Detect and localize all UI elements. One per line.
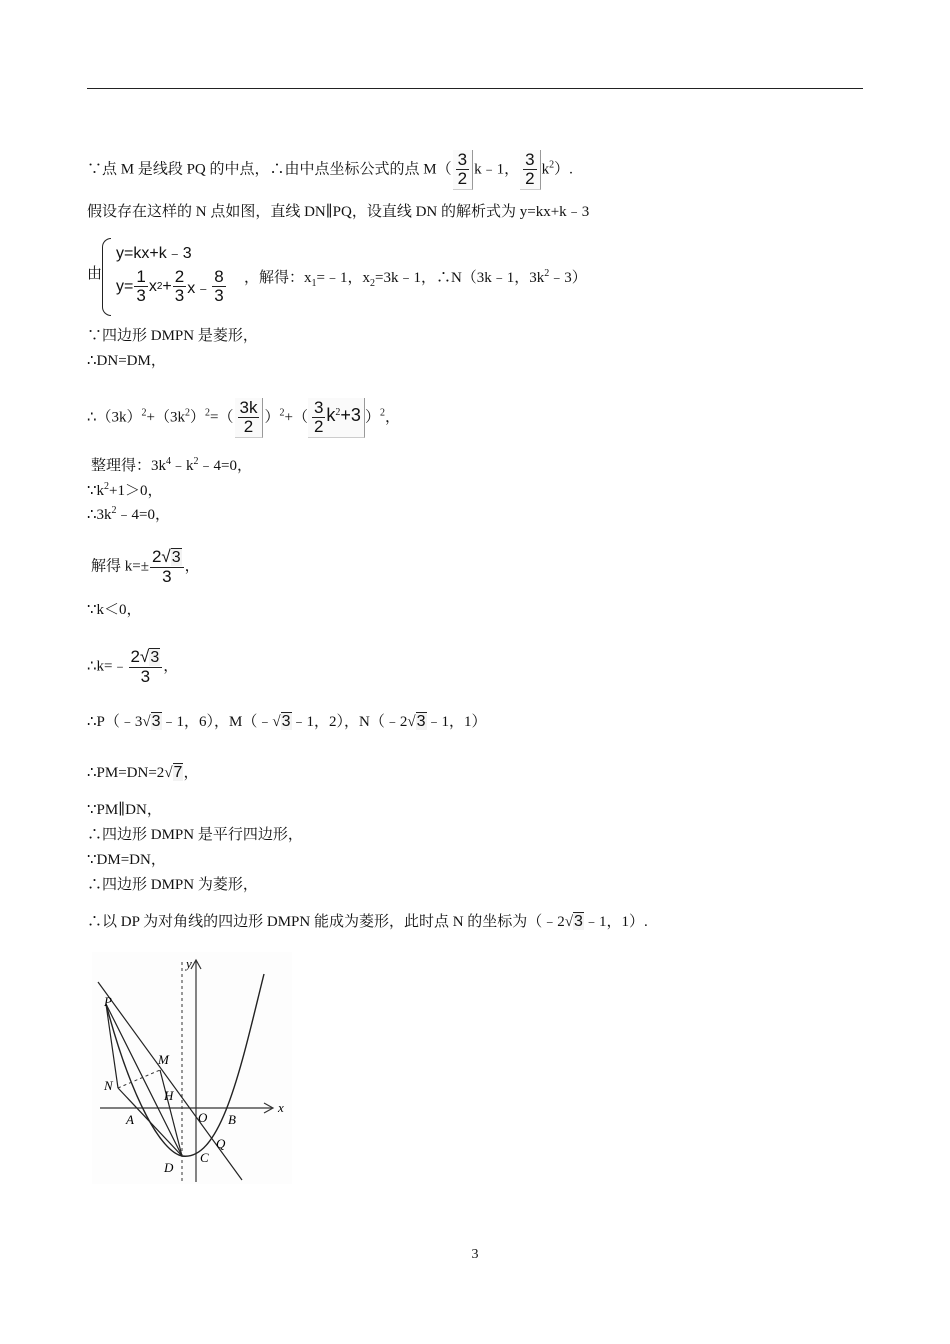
label-m: M xyxy=(158,1052,169,1067)
line-solve-result xyxy=(244,264,587,294)
line-midpoint-m xyxy=(87,150,573,190)
superscript: 2 xyxy=(544,268,550,279)
text: ） xyxy=(190,409,206,426)
figure-background xyxy=(92,952,292,1184)
text: ，解得：x xyxy=(244,270,312,286)
text: ∵点 M 是线段 PQ 的中点，∴由中点坐标公式的点 M（ xyxy=(87,161,452,178)
label-d: D xyxy=(164,1160,174,1175)
superscript: 2 xyxy=(335,406,341,418)
superscript: 2 xyxy=(379,407,385,419)
text: 解得 k=± xyxy=(91,558,149,575)
text: ∴（3k） xyxy=(87,409,142,426)
text: ） xyxy=(364,409,380,426)
superscript: 2 xyxy=(205,407,211,419)
text: + xyxy=(162,277,172,295)
denominator: 2 xyxy=(313,417,324,436)
numerator: 8 xyxy=(214,267,224,286)
numerator xyxy=(150,548,184,568)
line-parallel: ∵PM∥DN， xyxy=(87,802,162,818)
numerator xyxy=(129,648,163,668)
subscript: 2 xyxy=(369,278,375,289)
text: ， xyxy=(184,558,200,575)
radicand: 3 xyxy=(281,713,291,730)
sqrt-symbol: √ xyxy=(272,714,281,730)
line-rhombus-given: ∵四边形 DMPN 是菱形， xyxy=(87,328,258,344)
line-dm-dn: ∵DM=DN， xyxy=(87,852,166,868)
text: 2 xyxy=(151,547,162,566)
text: ﹣1，2），N（﹣2 xyxy=(291,714,408,730)
radicand: 3 xyxy=(150,649,160,666)
numerator: 3 xyxy=(457,150,468,169)
label-n: N xyxy=(104,1078,113,1093)
radicand: 3 xyxy=(574,913,583,930)
denominator: 3 xyxy=(174,286,185,305)
text: =（ xyxy=(210,409,234,426)
text: =﹣1，x xyxy=(316,270,370,286)
sqrt-symbol: √ xyxy=(564,914,574,930)
text: ﹣k xyxy=(171,458,194,474)
line-rhombus: ∴四边形 DMPN 为菱形， xyxy=(87,877,258,893)
radicand: 3 xyxy=(416,713,426,730)
numerator: 3 xyxy=(313,398,324,417)
text: ∵k xyxy=(87,483,105,499)
denominator: 3 xyxy=(136,286,146,305)
sqrt-symbol: √ xyxy=(164,765,173,781)
text: ∴以 DP 为对角线的四边形 DMPN 能成为菱形，此时点 N 的坐标为（﹣2 xyxy=(87,914,565,930)
text: ﹣1，6），M（﹣ xyxy=(161,714,273,730)
text: =3k﹣1，∴N（3k﹣1，3k xyxy=(374,270,545,286)
text: k﹣1， xyxy=(474,161,520,178)
line-distance-equation xyxy=(87,398,400,438)
text: +（ xyxy=(284,409,308,426)
numerator: 1 xyxy=(136,267,146,286)
line-coordinates xyxy=(87,712,487,732)
line-pm-dn xyxy=(87,763,198,783)
text: ﹣4=0， xyxy=(116,507,171,523)
sqrt-symbol: √ xyxy=(139,647,150,666)
equation-line: y=kx+k﹣3 xyxy=(116,245,192,262)
sqrt-symbol: √ xyxy=(142,714,151,730)
denominator: 2 xyxy=(525,169,535,188)
denominator: 2 xyxy=(243,417,254,436)
label-p: P xyxy=(104,994,112,1009)
numerator: 2 xyxy=(174,267,185,286)
text: ， xyxy=(163,658,179,675)
text: 2 xyxy=(130,647,140,666)
text: k xyxy=(326,404,336,425)
text: ， xyxy=(183,765,199,781)
numerator: 3 xyxy=(525,150,535,169)
superscript: 2 xyxy=(104,481,110,492)
line-parallelogram: ∴四边形 DMPN 是平行四边形， xyxy=(87,827,303,843)
fraction xyxy=(312,399,325,436)
text: ﹣4=0， xyxy=(198,458,252,474)
equation-system xyxy=(102,238,242,316)
fraction xyxy=(453,150,473,190)
geometry-figure xyxy=(92,952,292,1184)
label-o: O xyxy=(198,1110,208,1125)
text: x﹣ xyxy=(187,280,212,297)
superscript: 2 xyxy=(156,281,163,292)
label-h: H xyxy=(164,1088,174,1103)
superscript: 4 xyxy=(166,456,172,467)
fraction xyxy=(150,548,184,586)
text: ﹣1，1）. xyxy=(583,914,648,930)
denominator: 3 xyxy=(214,286,224,305)
superscript: 2 xyxy=(549,159,555,171)
text: ∴P（﹣3 xyxy=(87,714,143,730)
superscript: 2 xyxy=(279,407,285,419)
line-k-value xyxy=(87,648,178,686)
line-assume-n: 假设存在这样的 N 点如图，直线 DN∥PQ，设直线 DN 的解析式为 y=kx+k﹣3 xyxy=(87,204,590,220)
text: ∴3k xyxy=(87,507,112,523)
line-dn-dm: ∴DN=DM， xyxy=(87,353,166,369)
radicand: 3 xyxy=(151,713,161,730)
line-k-negative: ∵k＜0， xyxy=(87,602,142,618)
text: ） xyxy=(264,409,280,426)
radicand: 7 xyxy=(173,764,183,781)
denominator: 3 xyxy=(140,667,151,686)
fraction xyxy=(173,268,186,305)
subscript: 1 xyxy=(311,278,317,289)
text: +（3k xyxy=(146,409,186,426)
fraction xyxy=(520,150,540,190)
sqrt-symbol: √ xyxy=(161,547,171,566)
denominator: 3 xyxy=(162,567,172,586)
numerator: 3k xyxy=(239,398,258,417)
denominator: 2 xyxy=(457,169,468,188)
equation-parabola xyxy=(116,268,227,305)
radicand: 3 xyxy=(171,549,181,566)
line-quadratic xyxy=(87,501,170,525)
text: +3 xyxy=(340,404,361,425)
line-positive xyxy=(87,477,163,501)
label-b: B xyxy=(228,1112,236,1127)
line-conclusion xyxy=(87,912,648,932)
text: ∴k=﹣ xyxy=(87,658,128,675)
text: k xyxy=(541,161,550,178)
superscript: 2 xyxy=(111,505,117,516)
page-number: 3 xyxy=(471,1247,479,1262)
text: x xyxy=(148,277,157,295)
label-q: Q xyxy=(216,1136,226,1151)
label-x-axis: x xyxy=(278,1100,284,1115)
fraction xyxy=(235,398,264,438)
superscript: 2 xyxy=(193,456,199,467)
text: ﹣1，1） xyxy=(426,714,487,730)
text: +1＞0， xyxy=(109,483,163,499)
expression-box xyxy=(308,398,365,438)
text: ﹣3） xyxy=(549,270,587,286)
label-a: A xyxy=(126,1112,134,1127)
superscript: 2 xyxy=(141,407,147,419)
text: ∴PM=DN=2 xyxy=(87,765,165,781)
line-simplify xyxy=(91,452,252,476)
fraction xyxy=(129,648,163,686)
text: ， xyxy=(384,409,400,426)
left-brace xyxy=(102,238,111,316)
superscript: 2 xyxy=(185,407,191,419)
text: 整理得：3k xyxy=(91,458,167,474)
header-rule xyxy=(87,88,863,89)
text: y= xyxy=(116,277,134,295)
sqrt-symbol: √ xyxy=(407,714,416,730)
fraction xyxy=(134,268,147,305)
label-c: C xyxy=(200,1150,209,1165)
line-solve-prefix: 由 xyxy=(87,266,103,282)
label-y-axis: y xyxy=(186,956,192,971)
line-solve-k xyxy=(91,548,200,586)
text: ）. xyxy=(554,161,573,178)
fraction xyxy=(212,268,225,305)
